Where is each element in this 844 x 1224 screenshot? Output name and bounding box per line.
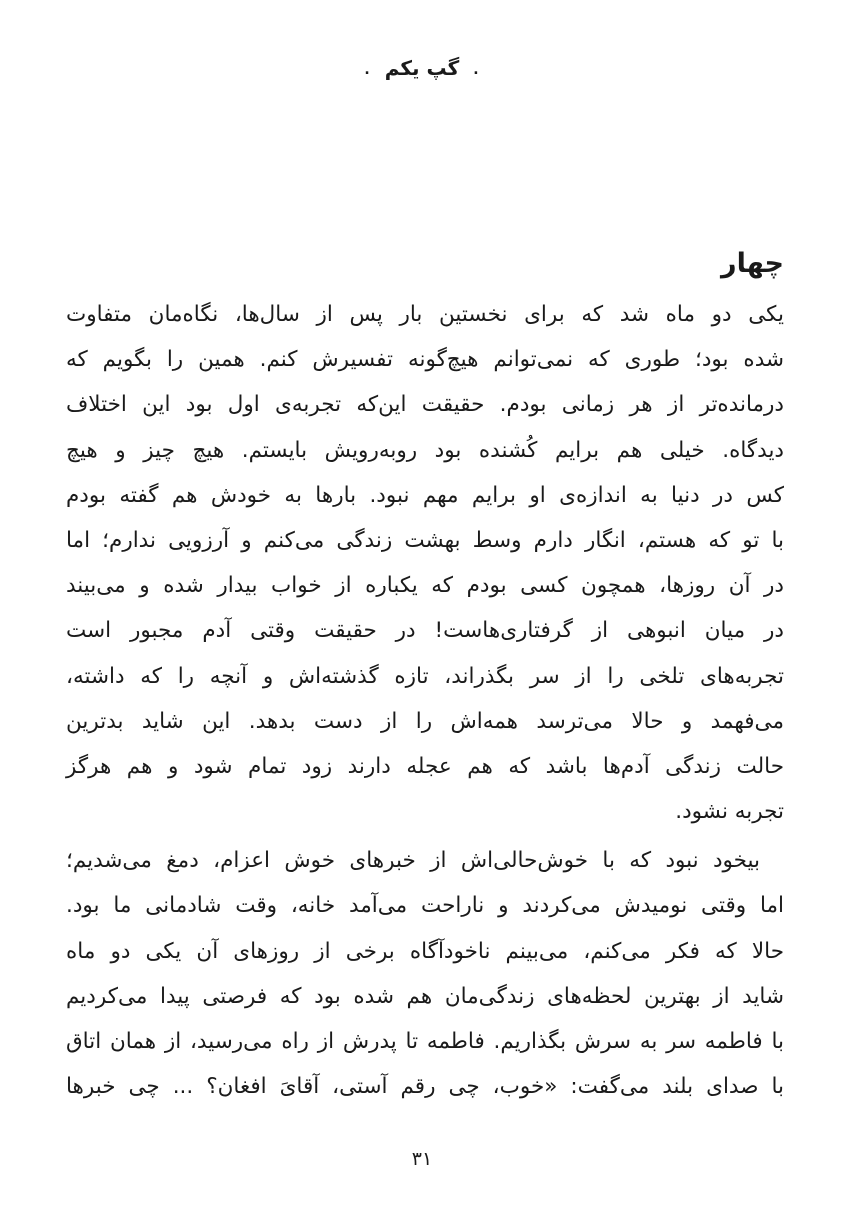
running-header <box>0 56 844 80</box>
text-line: با فاطمه سر به سرش بگذاریم. فاطمه تا پدرش از راه می‌رسید، از همان اتاق <box>66 1029 784 1054</box>
running-header-title: گپ یکم <box>384 56 460 80</box>
text-line: در میان انبوهی از گرفتاری‌هاست! در حقیقت وقتی آدم مجبور است <box>66 618 784 644</box>
header-dot-right: . <box>473 61 480 78</box>
text-line: با تو که هستم، انگار دارم وسط بهشت زندگی می‌کنم و آرزویی ندارم؛ اما <box>66 527 784 553</box>
text-line: بیخود نبود که با خوش‌حالی‌اش از خبرهای خوش اعزام، دمغ می‌شدیم؛ <box>66 848 760 874</box>
paragraph-1 <box>66 292 784 834</box>
page-number: ۳۱ <box>411 1148 433 1170</box>
text-line: کس در دنیا به اندازه‌ی او برایم مهم نبود. بارها به خودش هم گفته بودم <box>66 482 784 508</box>
text-line: شده بود؛ طوری که نمی‌توانم هیچ‌گونه تفسیرش کنم. همین را بگویم که <box>66 347 784 373</box>
text-line: یکی دو ماه شد که برای نخستین بار پس از سال‌ها، نگاه‌مان متفاوت <box>66 302 784 327</box>
text-line: درمانده‌تر از هر زمانی بودم. حقیقت این‌که تجربه‌ی اول بود این اختلاف <box>66 392 784 418</box>
text-line: حالت زندگی آدم‌ها باشد که هم عجله دارند زود تمام شود و هم هرگز <box>66 753 784 779</box>
text-line: اما وقتی نومیدش می‌کردند و ناراحت می‌آمد خانه، وقت شادمانی ما بود. <box>66 893 784 919</box>
header-dot-left: . <box>364 61 371 78</box>
paragraph-2 <box>66 838 784 1109</box>
text-line: در آن روزها، همچون کسی بودم که یکباره از خواب بیدار شده و می‌بیند <box>66 573 784 599</box>
body-text <box>66 292 784 1109</box>
text-line: دیدگاه. خیلی هم برایم کُشنده بود روبه‌رویش بایستم. هیچ چیز و هیچ <box>66 437 784 463</box>
text-line: شاید از بهترین لحظه‌های زندگی‌مان هم شده بود که فرصتی پیدا می‌کردیم <box>66 983 784 1009</box>
chapter-title: چهار <box>721 248 784 279</box>
text-line: حالا که فکر می‌کنم، می‌بینم ناخودآگاه برخی از روزهای آن یکی دو ماه <box>66 938 784 964</box>
text-line: با صدای بلند می‌گفت: «خوب، چی رقم آستی، آقایَ افغان؟ ... چی خبرها <box>66 1074 784 1100</box>
text-line: تجربه نشود. <box>675 799 784 825</box>
text-line: تجربه‌های تلخی را از سر بگذراند، تازه گذشته‌اش و آنچه را که داشته، <box>66 663 784 689</box>
text-line: می‌فهمد و حالا می‌ترسد همه‌اش را از دست بدهد. این شاید بدترین <box>66 708 784 734</box>
